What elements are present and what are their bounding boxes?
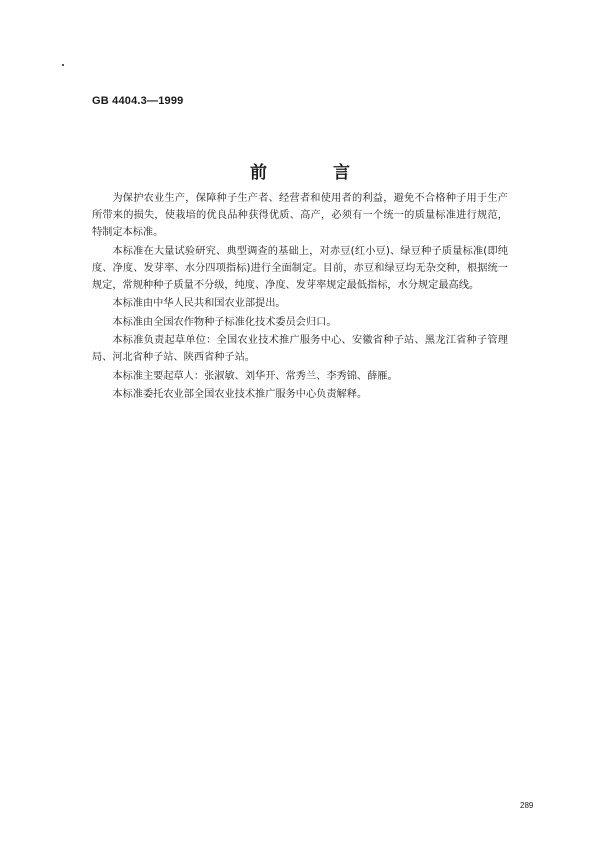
paragraph-basis: 本标准在大量试验研究、典型调查的基础上，对赤豆(红小豆)、绿豆种子质量标准(即纯度、净度、发芽率、水分四项指标)进行全面制定。目前，赤豆和绿豆均无杂交种，根据统一规定，常规种种子质量不分级，纯度、净度、发芽率规定最低指标，水分规定最高线。 <box>92 245 508 291</box>
paragraph-drafters: 本标准主要起草人：张淑敏、刘华开、常秀兰、李秀锦、薛雁。 <box>112 370 398 382</box>
paragraph-proposer: 本标准由中华人民共和国农业部提出。 <box>112 298 286 309</box>
paragraph-interpretation: 本标准委托农业部全国农业技术推广服务中心负责解释。 <box>112 389 368 400</box>
scan-speck <box>62 64 64 66</box>
page-number: 289 <box>520 801 534 810</box>
paragraph-drafting-units: 本标准负责起草单位：全国农业技术推广服务中心、安徽省种子站、黑龙江省种子管理局、河北省种子站、陕西省种子站。 <box>92 335 508 363</box>
standard-code: GB 4404.3—1999 <box>92 95 184 107</box>
paragraph-purpose: 为保护农业生产，保障种子生产者、经营者和使用者的利益，避免不合格种子用于生产所带来的损失，使栽培的优良品种获得优质、高产，必须有一个统一的质量标准进行规范，特制定本标准。 <box>92 193 508 238</box>
foreword-body <box>92 190 508 405</box>
paragraph-centralized: 本标准由全国农作物种子标准化技术委员会归口。 <box>112 316 337 328</box>
page-title: 前 言 <box>250 163 380 183</box>
